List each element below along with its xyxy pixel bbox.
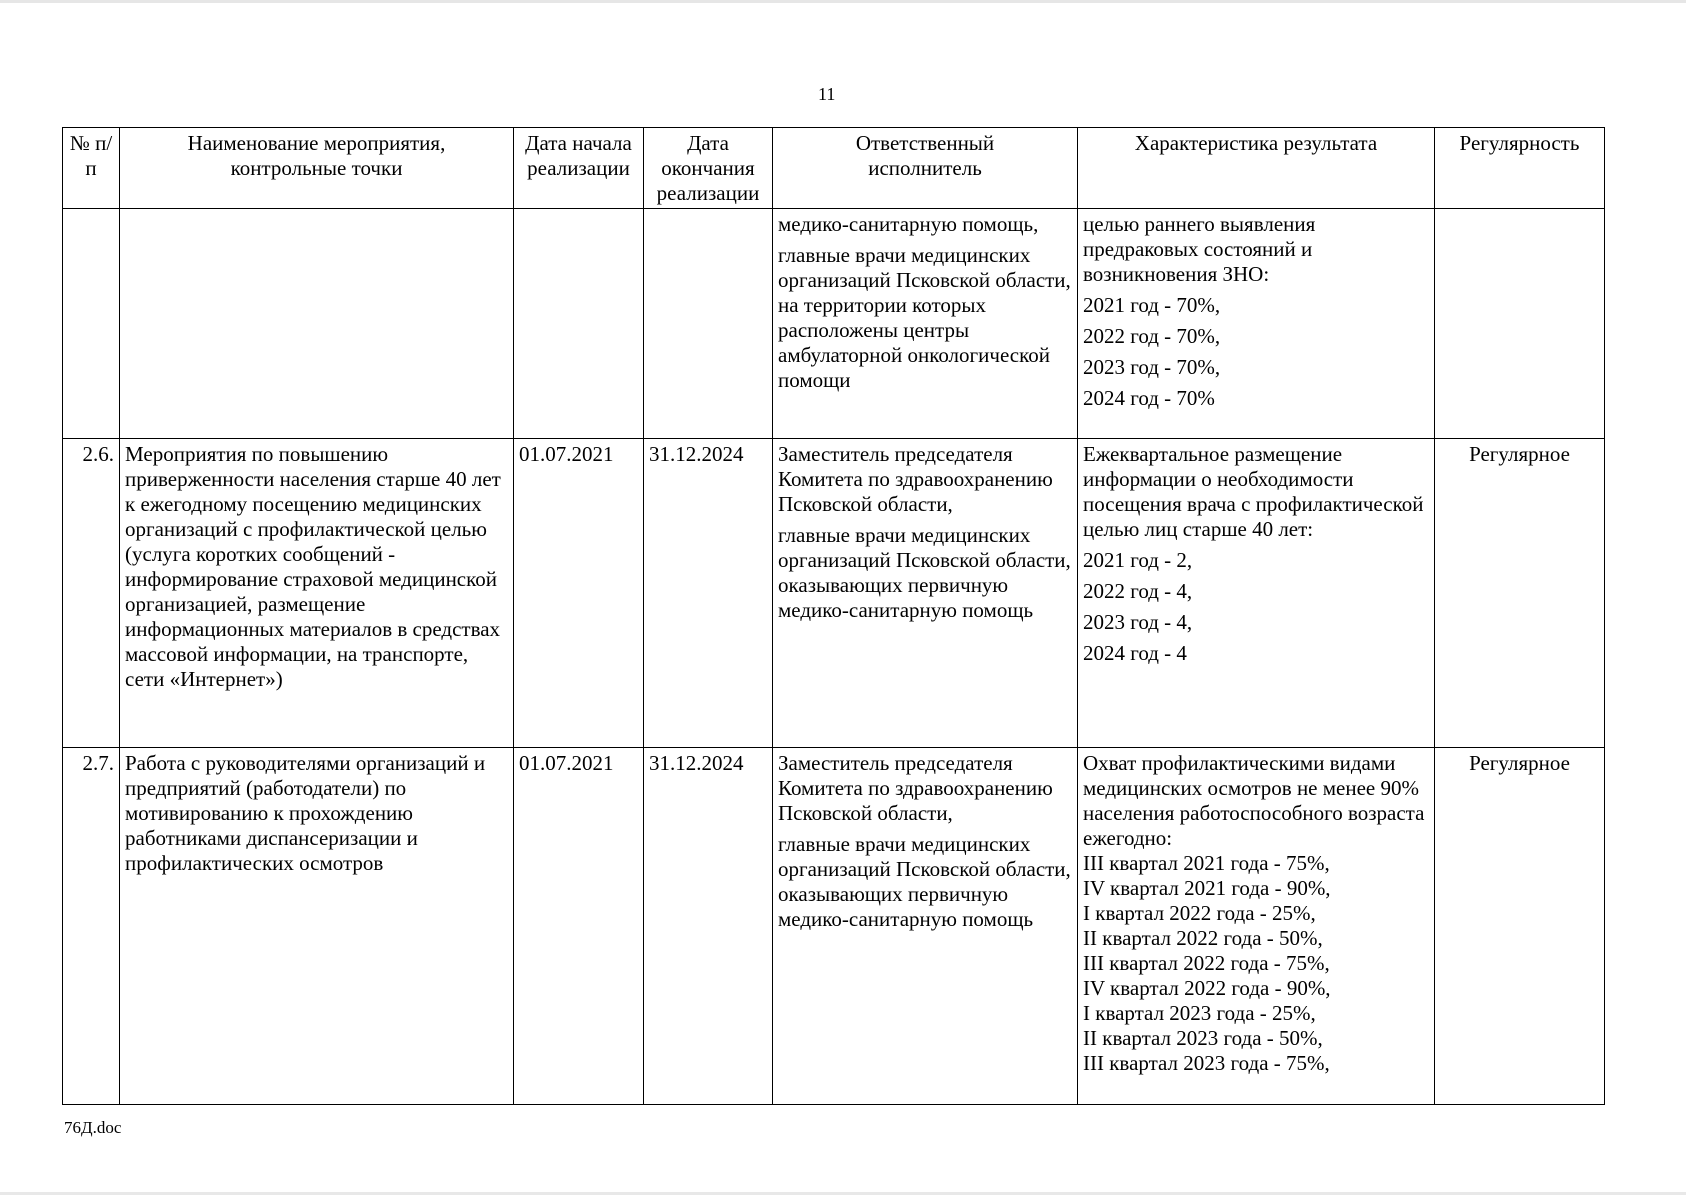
row-result (1078, 748, 1435, 1105)
row-start-date (514, 209, 644, 439)
row-number (63, 209, 120, 439)
row-name: Работа с руководителями организаций и предприятий (работодатели) по мотивированию к прохождению работниками диспансеризации и профилактических осмотров (120, 748, 514, 1105)
result-line: 2021 год - 2, (1083, 548, 1193, 572)
header-executor: Ответственный исполнитель (773, 128, 1078, 209)
result-line: 2021 год - 70%, (1083, 293, 1221, 317)
table-header-row (63, 128, 1605, 209)
header-number: № п/п (63, 128, 120, 209)
scan-edge-top (0, 0, 1686, 3)
row-result (1078, 439, 1435, 748)
result-line: Ежеквартальное размещение информации о необходимости посещения врача с профилактической целью лиц старше 40 лет: (1083, 442, 1424, 541)
result-line: 2023 год - 70%, (1083, 355, 1221, 379)
table-row (63, 209, 1605, 439)
row-end-date: 31.12.2024 (644, 439, 773, 748)
executor-line: Заместитель председателя Комитета по здравоохранению Псковской области, (778, 751, 1053, 825)
result-line: целью раннего выявления предраковых состояний и возникновения ЗНО: (1083, 212, 1316, 286)
result-line: III квартал 2023 года - 75%, (1083, 1051, 1330, 1075)
executor-line: главные врачи медицинских организаций Псковской области, оказывающих первичную медико-санитарную помощь (778, 832, 1071, 931)
table-row (63, 748, 1605, 1105)
row-name: Мероприятия по повышению приверженности населения старше 40 лет к ежегодному посещению медицинских организаций с профилактической целью (услуга коротких сообщений - информирование страховой медицинской организацией, размещение информационных материалов в средствах массовой информации, на транспорте, сети «Интернет») (120, 439, 514, 748)
row-regularity: Регулярное (1435, 748, 1605, 1105)
row-start-date: 01.07.2021 (514, 748, 644, 1105)
result-line: II квартал 2023 года - 50%, (1083, 1026, 1323, 1050)
result-line: II квартал 2022 года - 50%, (1083, 926, 1323, 950)
executor-line: главные врачи медицинских организаций Псковской области, на территории которых расположены центры амбулаторной онкологической помощи (778, 243, 1071, 392)
result-line: 2022 год - 4, (1083, 579, 1193, 603)
row-executor (773, 209, 1078, 439)
result-line: III квартал 2021 года - 75%, (1083, 851, 1330, 875)
row-name (120, 209, 514, 439)
row-regularity (1435, 209, 1605, 439)
file-name-footer: 76Д.doc (64, 1118, 122, 1137)
header-regularity: Регулярность (1435, 128, 1605, 209)
row-result (1078, 209, 1435, 439)
result-line: III квартал 2022 года - 75%, (1083, 951, 1330, 975)
result-line: I квартал 2022 года - 25%, (1083, 901, 1316, 925)
executor-line: главные врачи медицинских организаций Псковской области, оказывающих первичную медико-санитарную помощь (778, 523, 1071, 622)
header-end-date: Дата окончания реализации (644, 128, 773, 209)
header-result: Характеристика результата (1078, 128, 1435, 209)
result-line: Охват профилактическими видами медицинских осмотров не менее 90% населения работоспособного возраста ежегодно: (1083, 751, 1425, 850)
result-line: IV квартал 2021 года - 90%, (1083, 876, 1331, 900)
row-number: 2.7. (63, 748, 120, 1105)
executor-line: Заместитель председателя Комитета по здравоохранению Псковской области, (778, 442, 1053, 516)
result-line: 2023 год - 4, (1083, 610, 1193, 634)
result-line: I квартал 2023 года - 25%, (1083, 1001, 1316, 1025)
header-name: Наименование мероприятия, контрольные точки (120, 128, 514, 209)
row-end-date (644, 209, 773, 439)
table-row (63, 439, 1605, 748)
result-line: 2024 год - 4 (1083, 641, 1187, 665)
row-start-date: 01.07.2021 (514, 439, 644, 748)
row-executor (773, 748, 1078, 1105)
action-plan-table (62, 127, 1605, 1105)
result-line: 2024 год - 70% (1083, 386, 1215, 410)
row-number: 2.6. (63, 439, 120, 748)
row-end-date: 31.12.2024 (644, 748, 773, 1105)
executor-line: медико-санитарную помощь, (778, 212, 1039, 236)
result-line: 2022 год - 70%, (1083, 324, 1221, 348)
row-executor (773, 439, 1078, 748)
header-start-date: Дата начала реализации (514, 128, 644, 209)
page-number: 11 (818, 84, 836, 104)
result-line: IV квартал 2022 года - 90%, (1083, 976, 1331, 1000)
scan-edge-bottom (0, 1192, 1686, 1195)
row-regularity: Регулярное (1435, 439, 1605, 748)
